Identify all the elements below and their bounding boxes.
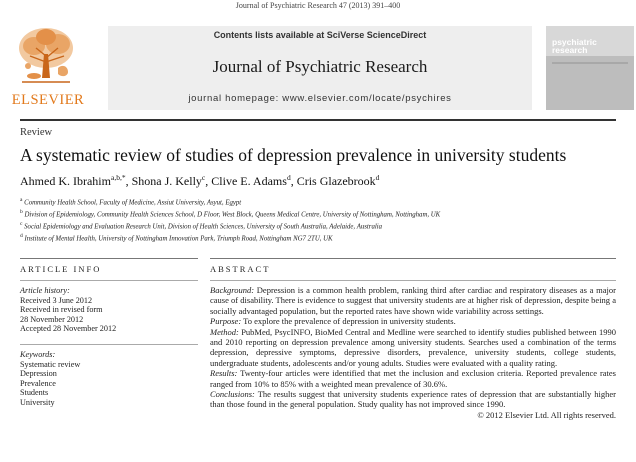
affiliation-text: Social Epidemiology and Evaluation Research Unit, Division of Health Sciences, University of South Australia, Adelaide, Australia [24, 222, 383, 230]
abstract-top-rule [210, 258, 616, 259]
journal-name[interactable]: Journal of Psychiatric Research [212, 57, 428, 76]
journal-citation: Journal of Psychiatric Research 47 (2013) 391–400 [235, 1, 401, 10]
author-marks[interactable]: d [375, 173, 380, 182]
affiliation-mark: b [20, 208, 23, 215]
keyword-list [20, 350, 200, 408]
keywords-label: Keywords: [20, 350, 56, 359]
journal-masthead [0, 24, 636, 119]
cover-band [546, 56, 634, 110]
abstract-conclusions [210, 389, 616, 410]
abstract-rule [210, 280, 616, 281]
keyword-item: University [20, 397, 55, 407]
author-list [20, 173, 630, 189]
author-name[interactable]: Ahmed K. Ibrahim [20, 174, 111, 188]
elsevier-tree-logo-icon [14, 26, 78, 88]
affiliation-item [20, 220, 620, 232]
author-name[interactable]: Shona J. Kelly [131, 174, 202, 188]
contents-availability [108, 30, 532, 40]
history-line: Received 3 June 2012 [20, 295, 93, 305]
article-info-rule [20, 280, 198, 281]
history-line: Received in revised form [20, 305, 103, 314]
section-text: Depression is a common health problem, ranking third after cardiac and respiratory diseases as a major cause of disability. There is evidence to suggest that university students are at higher risk of depression, despite being a socially advantaged population, but the reported rates have shown wide variability across settings. [210, 285, 616, 316]
affiliation-item [20, 232, 620, 244]
article-type: Review [20, 127, 53, 138]
abstract-method [210, 327, 616, 369]
keywords-rule [20, 344, 198, 345]
cover-title-line1: psychiatric [552, 37, 597, 47]
header-divider [20, 119, 616, 121]
keyword-item: Students [20, 388, 49, 398]
homepage-prefix: journal homepage: [188, 93, 283, 104]
affiliation-list [20, 196, 620, 243]
section-text: PubMed, PsycINFO, BioMed Central and Medline were searched to identify studies published between 1990 and 2010 reporting on depression prevalence among university students. Searches used a combination of the terms depression, depressive symptoms, depressive disorders, prevalence, university students, college students, undergraduate students, adolescents and/or young adults. Studies were evaluated with a quality rating. [210, 326, 616, 368]
section-label: Conclusions: [210, 389, 255, 400]
affiliation-text: Division of Epidemiology, Community Health Sciences School, D Floor, West Block, Queens Medical Centre, University of Nottingham, Nottingham, UK [24, 211, 441, 219]
author-marks[interactable]: a,b,* [110, 173, 126, 182]
affiliation-mark: c [20, 220, 23, 227]
author-separator: , [205, 174, 212, 188]
abstract-background [210, 285, 616, 316]
journal-homepage [108, 93, 532, 104]
cover-rule [552, 62, 628, 64]
author-separator: , [125, 174, 132, 188]
author-name[interactable]: Cris Glazebrook [296, 174, 376, 188]
section-label: Method: [210, 326, 239, 337]
history-line: Accepted 28 November 2012 [20, 324, 117, 333]
author-marks[interactable]: d [286, 173, 291, 182]
section-label: Background: [210, 285, 255, 295]
section-text: Twenty-four articles were identified that met the inclusion and exclusion criteria. Reported prevalence rates ranged from 10% to 85% with a weighted mean prevalence of 30.6%. [210, 368, 616, 389]
section-text: The results suggest that university students experience rates of depression that are substantially higher than those found in the general population. Study quality has not improved since 1990. [210, 389, 616, 410]
history-line: 28 November 2012 [20, 314, 84, 324]
keyword-item: Prevalence [20, 378, 56, 388]
affiliation-text: Community Health School, Faculty of Medicine, Assiut University, Asyut, Egypt [24, 199, 242, 207]
article-title: A systematic review of studies of depression prevalence in university students [20, 145, 567, 165]
keyword-item: Depression [20, 369, 57, 379]
abstract-results [210, 368, 616, 389]
section-text: To explore the prevalence of depression in university students. [241, 316, 456, 327]
journal-cover[interactable] [546, 26, 634, 110]
elsevier-logo[interactable] [0, 24, 96, 110]
author-marks[interactable]: c [201, 173, 206, 182]
author-name[interactable]: Clive E. Adams [211, 174, 287, 188]
cover-title-line2: research [552, 45, 588, 55]
sciencedirect-link[interactable]: SciVerse ScienceDirect [326, 30, 427, 40]
article-info-heading: ARTICLE INFO [20, 264, 102, 274]
cover-title [552, 38, 630, 54]
publisher-name: ELSEVIER [11, 92, 85, 108]
affiliation-text: Institute of Mental Health, University of Nottingham Innovation Park, Triumph Road, Nottingham NG7 2TU, UK [24, 234, 333, 242]
author-separator: , [290, 174, 297, 188]
abstract-heading: ABSTRACT [210, 264, 271, 274]
abstract-body [210, 285, 616, 420]
journal-header-box [108, 26, 532, 110]
history-label: Article history: [20, 286, 70, 295]
homepage-link[interactable]: www.elsevier.com/locate/psychires [282, 93, 452, 104]
affiliation-mark: a [20, 197, 23, 203]
affiliation-item [20, 208, 620, 220]
contents-prefix: Contents lists available at [213, 30, 327, 40]
abstract-purpose [210, 316, 616, 326]
article-history [20, 286, 200, 334]
affiliation-item [20, 196, 620, 208]
affiliation-mark: d [20, 232, 23, 239]
keyword-item: Systematic review [20, 359, 81, 369]
section-label: Results: [210, 368, 238, 379]
copyright-notice: © 2012 Elsevier Ltd. All rights reserved. [477, 409, 616, 420]
section-label: Purpose: [210, 316, 242, 327]
article-info-top-rule [20, 258, 198, 259]
